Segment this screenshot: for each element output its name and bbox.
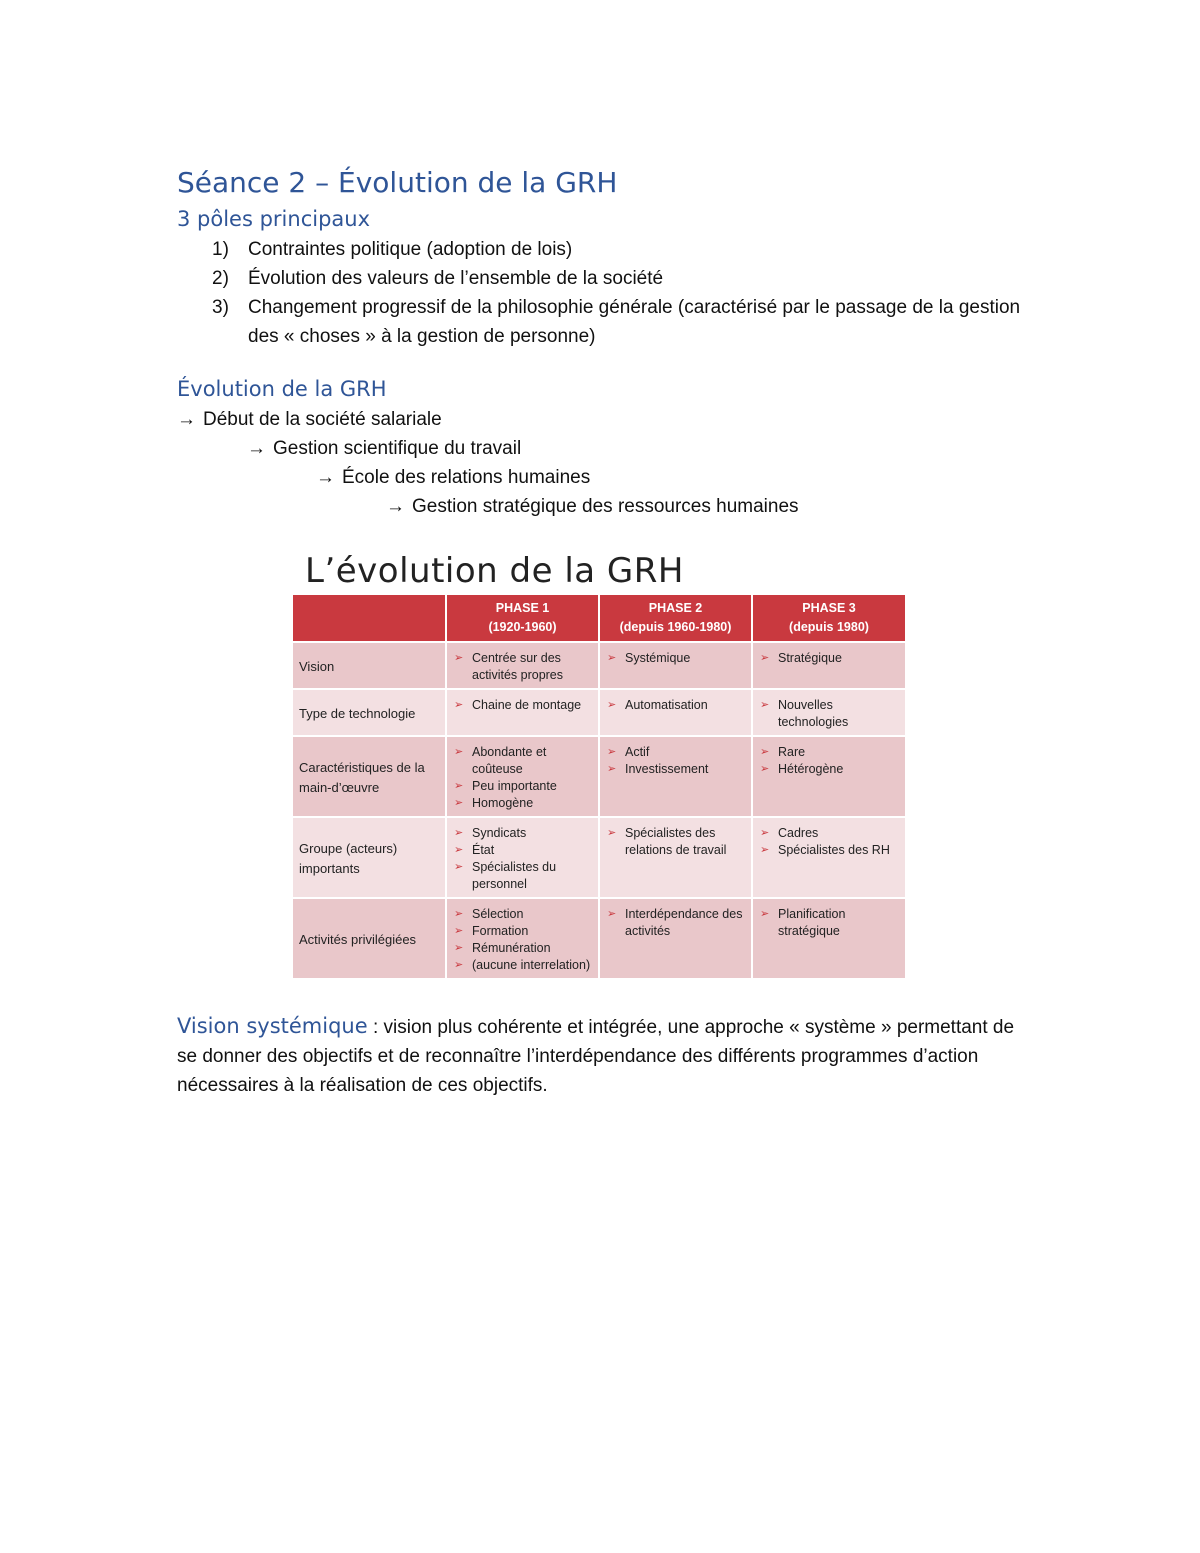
list-item: ➢ Spécialistes des RH xyxy=(760,843,890,857)
list-item: ➢ (aucune interrelation) xyxy=(454,958,591,972)
evolution-steps xyxy=(177,405,1037,521)
cell-phase-3 xyxy=(752,898,905,978)
step-text: École des relations humaines xyxy=(342,467,591,488)
arrowhead-bullet-icon: ➢ xyxy=(607,652,617,664)
cell-phase-2 xyxy=(599,898,752,978)
list-number: 1) xyxy=(212,239,229,260)
arrowhead-bullet-icon: ➢ xyxy=(760,908,770,920)
header-phase-1: PHASE 1 (1920-1960) xyxy=(446,595,599,642)
vision-paragraph xyxy=(177,1012,1037,1100)
arrowhead-bullet-icon: ➢ xyxy=(454,942,464,954)
arrowhead-bullet-icon: ➢ xyxy=(454,797,464,809)
list-item: ➢ Hétérogène xyxy=(760,762,844,776)
list-item: ➢ Spécialistes du personnel xyxy=(454,860,557,891)
cell-phase-3 xyxy=(752,817,905,898)
arrowhead-bullet-icon: ➢ xyxy=(454,861,464,873)
arrowhead-bullet-icon: ➢ xyxy=(454,844,464,856)
table-row xyxy=(293,736,905,817)
list-item: ➢ Nouvelles technologies xyxy=(760,698,849,729)
header-phase-3: PHASE 3 (depuis 1980) xyxy=(752,595,905,642)
arrowhead-bullet-icon: ➢ xyxy=(454,925,464,937)
list-item: ➢ Formation xyxy=(454,924,529,938)
arrow-right-icon: → xyxy=(316,467,335,488)
list-item: ➢ Rare xyxy=(760,745,806,759)
arrowhead-bullet-icon: ➢ xyxy=(760,844,770,856)
cell-phase-3 xyxy=(752,689,905,736)
step-text: Début de la société salariale xyxy=(203,409,442,430)
list-item: ➢ Interdépendance des activités xyxy=(607,907,743,938)
list-item: ➢ Abondante et coûteuse xyxy=(454,745,547,776)
cell-phase-2 xyxy=(599,817,752,898)
arrowhead-bullet-icon: ➢ xyxy=(607,746,617,758)
evolution-step xyxy=(177,463,1037,492)
grh-table xyxy=(293,595,905,978)
table-row xyxy=(293,817,905,898)
figure-title: L’évolution de la GRH xyxy=(305,551,684,591)
row-label: Caractéristiques de la main-d’œuvre xyxy=(293,736,446,817)
vision-term: Vision systémique xyxy=(177,1014,368,1038)
arrowhead-bullet-icon: ➢ xyxy=(454,652,464,664)
list-item xyxy=(177,264,1037,293)
list-number: 3) xyxy=(212,297,229,318)
arrowhead-bullet-icon: ➢ xyxy=(454,908,464,920)
list-item: ➢ Syndicats xyxy=(454,826,527,840)
arrowhead-bullet-icon: ➢ xyxy=(454,780,464,792)
evolution-step xyxy=(177,434,1037,463)
cell-phase-1 xyxy=(446,689,599,736)
list-item: ➢ Peu importante xyxy=(454,779,557,793)
list-item: ➢ Spécialistes des relations de travail xyxy=(607,826,727,857)
step-text: Gestion scientifique du travail xyxy=(273,438,522,459)
list-number: 2) xyxy=(212,268,229,289)
arrowhead-bullet-icon: ➢ xyxy=(454,959,464,971)
cell-phase-3 xyxy=(752,736,905,817)
arrowhead-bullet-icon: ➢ xyxy=(607,699,617,711)
list-text: Contraintes politique (adoption de lois) xyxy=(248,239,573,260)
arrowhead-bullet-icon: ➢ xyxy=(454,827,464,839)
cell-phase-1 xyxy=(446,898,599,978)
table-row xyxy=(293,642,905,689)
header-phase-2: PHASE 2 (depuis 1960-1980) xyxy=(599,595,752,642)
poles-heading: 3 pôles principaux xyxy=(177,207,371,231)
cell-phase-3 xyxy=(752,642,905,689)
table-row xyxy=(293,898,905,978)
arrowhead-bullet-icon: ➢ xyxy=(607,763,617,775)
list-item: ➢ Actif xyxy=(607,745,650,759)
cell-phase-1 xyxy=(446,817,599,898)
list-item xyxy=(177,293,1037,351)
document-page xyxy=(177,163,1037,1119)
list-text: Changement progressif de la philosophie générale (caractérisé par le passage de la gestion des « choses » à la gestion de personne) xyxy=(248,297,1021,347)
vision-definition: : vision plus cohérente et intégrée, une approche « système » permettant de se donner des objectifs et de reconnaître l’interdépendance des différents programmes d’action nécessaires à la réalisation de ces objectifs. xyxy=(177,1017,1015,1096)
table-row xyxy=(293,689,905,736)
cell-phase-2 xyxy=(599,689,752,736)
page-title: Séance 2 – Évolution de la GRH xyxy=(177,166,618,199)
evolution-step xyxy=(177,492,1037,521)
list-item: ➢ Systémique xyxy=(607,651,691,665)
arrowhead-bullet-icon: ➢ xyxy=(760,827,770,839)
arrowhead-bullet-icon: ➢ xyxy=(760,652,770,664)
table-header-row xyxy=(293,595,905,642)
list-item: ➢ Centrée sur des activités propres xyxy=(454,651,564,682)
list-item: ➢ Investissement xyxy=(607,762,709,776)
cell-phase-2 xyxy=(599,736,752,817)
list-item: ➢ Automatisation xyxy=(607,698,708,712)
evolution-step xyxy=(177,405,1037,434)
arrowhead-bullet-icon: ➢ xyxy=(454,746,464,758)
poles-list xyxy=(177,235,1037,351)
arrowhead-bullet-icon: ➢ xyxy=(607,908,617,920)
arrowhead-bullet-icon: ➢ xyxy=(607,827,617,839)
row-label: Groupe (acteurs) importants xyxy=(293,817,446,898)
arrowhead-bullet-icon: ➢ xyxy=(760,746,770,758)
list-item: ➢ État xyxy=(454,843,495,857)
list-item: ➢ Chaine de montage xyxy=(454,698,582,712)
list-item xyxy=(177,235,1037,264)
row-label: Activités privilégiées xyxy=(293,898,446,978)
header-empty xyxy=(293,595,446,642)
list-item: ➢ Sélection xyxy=(454,907,524,921)
arrowhead-bullet-icon: ➢ xyxy=(760,699,770,711)
arrow-right-icon: → xyxy=(247,438,266,459)
arrow-right-icon: → xyxy=(386,496,405,517)
arrowhead-bullet-icon: ➢ xyxy=(760,763,770,775)
list-item: ➢ Stratégique xyxy=(760,651,842,665)
row-label: Type de technologie xyxy=(293,689,446,736)
cell-phase-1 xyxy=(446,736,599,817)
cell-phase-2 xyxy=(599,642,752,689)
list-item: ➢ Cadres xyxy=(760,826,819,840)
cell-phase-1 xyxy=(446,642,599,689)
list-item: ➢ Rémunération xyxy=(454,941,551,955)
list-text: Évolution des valeurs de l’ensemble de la société xyxy=(248,268,664,289)
list-item: ➢ Planification stratégique xyxy=(760,907,846,938)
arrowhead-bullet-icon: ➢ xyxy=(454,699,464,711)
grh-figure xyxy=(293,549,905,978)
row-label: Vision xyxy=(293,642,446,689)
step-text: Gestion stratégique des ressources humaines xyxy=(412,496,799,517)
list-item: ➢ Homogène xyxy=(454,796,534,810)
evolution-heading: Évolution de la GRH xyxy=(177,377,387,401)
arrow-right-icon: → xyxy=(177,409,196,430)
